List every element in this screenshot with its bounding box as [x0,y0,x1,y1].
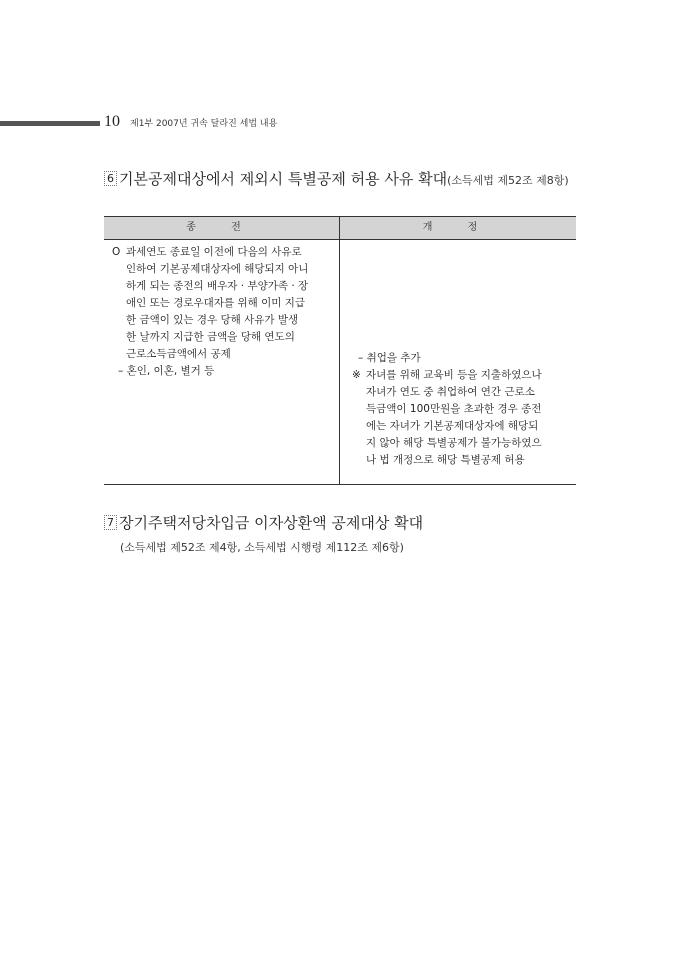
section-number: 7 [104,515,117,530]
table-header-row [104,217,576,240]
note-line: 지 않아 해당 특별공제가 불가능하였으 [366,437,542,449]
before-line: 한 날까지 지급한 금액을 당해 연도의 [126,331,295,343]
before-line: 하게 되는 종전의 배우자 · 부양가족 · 장 [126,280,309,292]
section-citation: (소득세법 제52조 제8항) [447,174,569,187]
before-line: 한 금액이 있는 경우 당해 사유가 발생 [126,314,299,326]
before-sub-item: – 혼인, 이혼, 별거 등 [118,365,215,377]
after-sub-item: – 취업을 추가 [358,352,421,364]
table-header-after: 개 정 [422,222,494,233]
before-line: 근로소득금액에서 공제 [126,348,231,360]
header-rule [0,121,100,126]
running-head: 제1부 2007년 귀속 달라진 세법 내용 [130,119,278,129]
before-line: 인하여 기본공제대상자에 해당되지 아니 [126,263,309,275]
section-number: 6 [104,171,117,186]
note-line: 나 법 개정으로 해당 특별공제 허용 [366,454,525,466]
reference-mark-icon: ※ [352,369,361,381]
note-line: 득금액이 100만원을 초과한 경우 종전 [366,403,542,415]
section-title: 기본공제대상에서 제외시 특별공제 허용 사유 확대 [119,170,448,188]
page-number: 10 [104,113,120,130]
note-line: 자녀를 위해 교육비 등을 지출하였으나 [366,369,542,381]
before-item-text [126,244,333,363]
before-cell [104,240,340,484]
section-heading-6 [104,168,576,192]
before-item [112,244,333,363]
table-body-row [104,240,576,484]
table-header-before: 종 전 [104,217,340,239]
note-line: 에는 자녀가 기본공제대상자에 해당되 [366,420,539,432]
section-title: 장기주택저당차입금 이자상환액 공제대상 확대 [119,514,424,532]
before-line: 과세연도 종료일 이전에 다음의 사유로 [126,246,302,258]
after-note [352,367,572,469]
circle-bullet-icon: O [112,246,121,258]
after-cell [340,240,576,484]
section-heading-7 [104,512,576,534]
note-line: 자녀가 연도 중 취업하여 연간 근로소 [366,386,535,398]
section-citation: (소득세법 제52조 제4항, 소득세법 시행령 제112조 제6항) [120,541,404,554]
after-note-text [366,367,542,469]
comparison-table [104,216,576,485]
before-line: 애인 또는 경로우대자를 위해 이미 지급 [126,297,305,309]
